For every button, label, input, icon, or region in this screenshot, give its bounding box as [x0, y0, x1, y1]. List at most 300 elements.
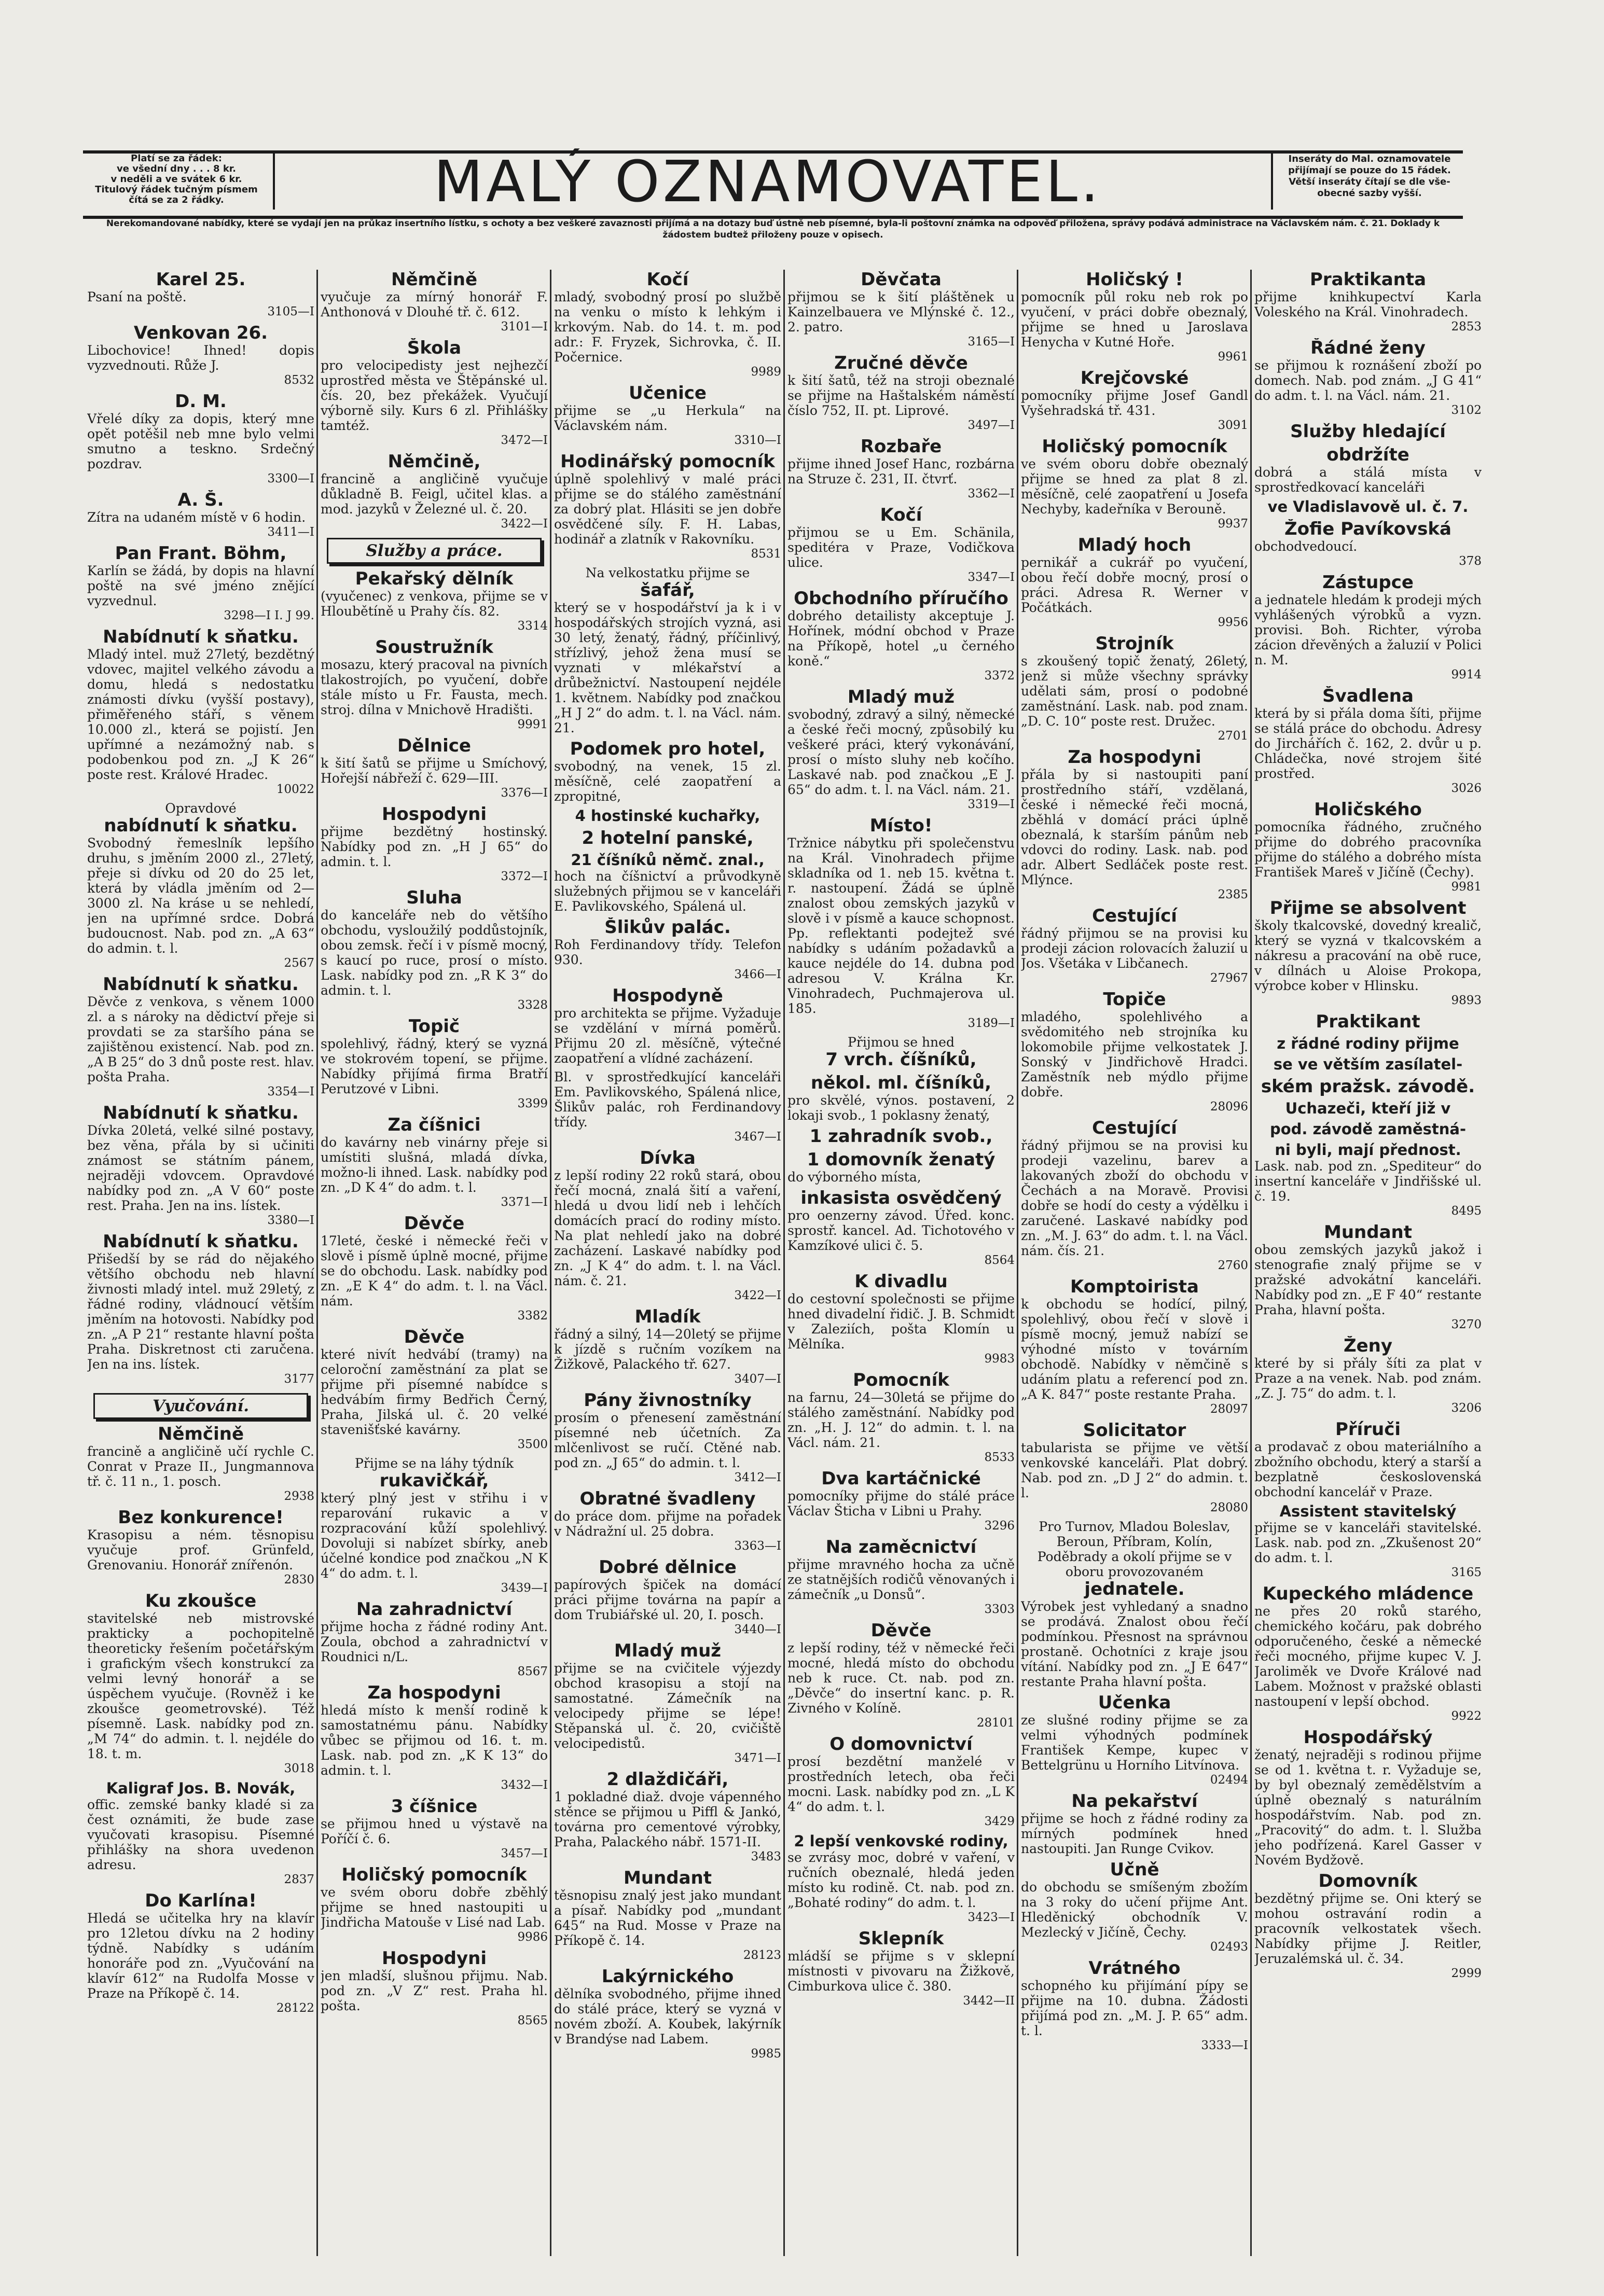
ad-title: Za číšnici	[388, 1115, 481, 1135]
classified-ad	[321, 888, 548, 1013]
ad-title: Zástupce	[1322, 573, 1414, 592]
ad-text: se zvrásy moc, dobré v vaření, v ručních obeznalé, hledá jeden místo ku rodině. Ct. nab. pod zn. „Bohaté rodiny“ do adm. t. l.	[787, 1850, 1015, 1910]
ad-title: Mladý hoch	[1077, 535, 1192, 555]
classified-ad	[554, 828, 781, 848]
ad-code: 3372	[984, 669, 1015, 683]
ad-text: těsnopisu znalý jest jako mundant a písař. Nabídky pod „mundant 645“ na Rud. Mosse v Praze na Příkopě č. 14.	[554, 1888, 781, 1948]
ad-code: 3399	[517, 1097, 548, 1110]
ad-code: 3206	[1451, 1401, 1482, 1415]
ad-code: 27967	[1210, 971, 1248, 985]
ad-title: 21 číšníků němč. znal.,	[571, 852, 765, 869]
classified-ad	[554, 1390, 781, 1485]
ad-code: 3354—I	[267, 1085, 314, 1098]
ad-title: Bez konkurence!	[118, 1508, 284, 1527]
ad-text: pomocníky přijme do stálé práce Václav Šticha v Libni u Prahy.	[787, 1488, 1015, 1519]
ad-text: prosí bezdětní manželé v prostředních letech, oba řeči mocni. Lask. nabídky pod zn. „L K 4“ do adm. t. l.	[787, 1754, 1015, 1814]
classified-ad	[1254, 1077, 1482, 1096]
ad-title: Hodinářský pomocník	[560, 452, 775, 471]
ad-title: Učenice	[629, 383, 707, 403]
ad-text: Psaní na poště.	[87, 289, 187, 304]
ad-text: ženatý, nejraději s rodinou přijme se od 1. května t. r. Vyžaduje se, by byl obeznalý zemědělstvím a úplně obeznalý s naturálním hospodářstvím. Nab. pod zn. „Pracovitý“ do adm. t. l. Služba jeho podřízená. Karel Gasser v Novém Bydžově.	[1254, 1747, 1482, 1868]
ad-text: dobrého detailisty akceptuje J. Hořínek, módní obchod v Praze na Příkopě, hotel „u černého koně.“	[787, 608, 1015, 669]
ad-title: Němčině	[157, 1424, 244, 1444]
ad-code: 9914	[1451, 668, 1482, 681]
ad-title: Lakýrnického	[601, 1967, 734, 1986]
classified-ad	[1021, 535, 1248, 630]
ad-title: Nabídnutí k sňatku.	[103, 1103, 299, 1123]
classified-ad	[1254, 1142, 1482, 1219]
ad-title: Němčině,	[388, 452, 481, 471]
classified-ad	[321, 1115, 548, 1210]
classified-ad	[321, 569, 548, 634]
classified-ad	[554, 1770, 781, 1864]
ad-code: 3310—I	[734, 434, 781, 447]
ad-text: Zítra na udaném místě v 6 hodin.	[87, 510, 306, 525]
ad-text: do práce dom. přijme na pořadek v Nádražní ul. 25 dobra.	[554, 1509, 781, 1539]
classified-ad	[554, 565, 781, 735]
ad-code: 8567	[517, 1665, 548, 1678]
ad-title: Holičský !	[1086, 270, 1183, 289]
ad-text: obou zemských jazyků jakož i stenografie znalý přijme se v pražské advokátní kanceláři. Nabídky pod zn. „E F 40“ restante Praha, hlavní pošta.	[1254, 1242, 1482, 1317]
ad-code: 8564	[984, 1254, 1015, 1267]
ad-code: 3270	[1451, 1318, 1482, 1331]
classified-ad	[1254, 800, 1482, 895]
ad-text: která by si přála doma šíti, přijme se stálá práce do obchodu. Adresy do Jirchářích č. 162, 2. dvůr u p. Chládečka, nové strojem šité prostřed.	[1254, 706, 1482, 781]
ad-title: Nabídnutí k sňatku.	[103, 627, 299, 647]
ad-title: Praktikant	[1316, 1012, 1420, 1032]
ad-text: pomocníka řádného, zručného přijme do dobrého pracovníka přijme do stálého a dobrého místa František Mareš v Jičíně (Čechy).	[1254, 819, 1482, 880]
classified-ad	[554, 1868, 781, 1963]
classified-ad	[554, 1489, 781, 1554]
classified-ad	[1254, 1121, 1482, 1138]
classified-ad	[1254, 1056, 1482, 1073]
ad-text: pro architekta se přijme. Vyžaduje se vzdělání v mírná poměrů. Přijmu 20 zl. měsíčně, výtečné zaopatření a vlídné zacházení.	[554, 1006, 781, 1066]
classified-ad	[554, 1967, 781, 2062]
ad-code: 3500	[517, 1438, 548, 1451]
ad-code: 3314	[517, 619, 548, 633]
ad-title: Žofie Pavíkovská	[1284, 519, 1451, 539]
ad-code: 9981	[1451, 880, 1482, 894]
classified-ad	[321, 1327, 548, 1452]
ad-title: Škola	[407, 338, 462, 358]
ad-text: k šití šatů, též na stroji obeznalé se přijme na Haštalském náměstí číslo 752, II. pt. Liprové.	[787, 373, 1015, 418]
classified-ad	[1021, 1519, 1248, 1689]
classified-ad	[787, 1272, 1015, 1367]
ad-title: Komptoirista	[1070, 1277, 1199, 1297]
ad-column	[321, 270, 548, 2261]
classified-ad	[1021, 368, 1248, 433]
ad-text: offic. zemské banky kladé si za čest oznámiti, že bude zase vyučovati krasopisu. Písemné přihlášky na shora uvedenon adresu.	[87, 1797, 314, 1872]
ad-code: 3407—I	[734, 1372, 781, 1386]
rates-box	[83, 154, 270, 210]
ad-code: 2837	[284, 1873, 314, 1886]
ad-code: 3296	[984, 1519, 1015, 1533]
ad-code: 8532	[284, 373, 314, 387]
ad-text: 17leté, české i německé řeči v slově i písmě úplně mocné, přijme se do obchodu. Lask. nabídky pod zn. „E K 4“ do adm. t. l. na Václ. nám.	[321, 1233, 548, 1309]
ad-title: 2 hotelní panské,	[582, 828, 754, 848]
classified-ad	[321, 1456, 548, 1596]
ad-text: který plný jest v střihu i v reparování rukavic a v rozpracování kůží spolehlivý. Dovoluji si nabízet sbírky, aneb účelné kondice pod značkou „N K 4“ do adm. t. l.	[321, 1491, 548, 1581]
ad-text: přijme bezdětný hostinský. Nabídky pod zn. „H J 65“ do admin. t. l.	[321, 824, 548, 869]
ad-text: na farnu, 24—30letá se přijme do stálého zaměstnání. Nabídky pod zn. „H. J. 12“ do admin. t. l. na Václ. nám. 21.	[787, 1390, 1015, 1450]
classified-ad	[554, 1307, 781, 1387]
ad-title: ni byli, mají přednost.	[1275, 1142, 1461, 1159]
classified-ad	[1021, 1421, 1248, 1515]
column-rule	[316, 270, 318, 2256]
ad-text: do kanceláře neb do většího obchodu, vysloužilý poddůstojník, obou zemsk. řečí i v písmě mocný, s kaucí po ruce, prosí o místo. Lask. nabídky pod zn. „R K 3“ do admin. t. l.	[321, 908, 548, 998]
ad-title: Ženy	[1343, 1336, 1393, 1356]
ad-code: 8533	[984, 1451, 1015, 1464]
rules-line: Inseráty do Mal. oznamovatele	[1288, 154, 1451, 164]
ad-code: 28123	[743, 1949, 781, 1962]
ad-title: Pan Frant. Böhm,	[115, 544, 287, 563]
classified-ad	[787, 1734, 1015, 1829]
ad-title: Přijme se absolvent	[1269, 898, 1467, 918]
ad-title: Na pekařství	[1071, 1791, 1198, 1811]
ad-title: O domovnictví	[829, 1734, 973, 1754]
ad-title: Němčině	[391, 270, 477, 289]
ad-title: Dělnice	[397, 736, 471, 756]
notice-line: Nerekomandované nabídky, které se vydají jen na průkaz insertního lístku, s ochoty a bez veškeré zavaznosti přijímá a na dotazy buď ústně neb písemné, byla-li poštovní známka na odpověď přiložena, správy podává administrace na Václavském nám. č. 21. Doklady k žádostem budtež přiloženy pouze v opisech.	[106, 218, 1440, 240]
classified-ad	[1021, 906, 1248, 986]
classified-ad	[1254, 686, 1482, 796]
classified-ad	[321, 338, 548, 448]
ad-code: 3303	[984, 1603, 1015, 1616]
classified-ad	[1254, 1100, 1482, 1117]
ad-text: Dívka 20letá, velké silné postavy, bez věna, přála by si učiniti známost se státním pánem, nejraději vdovcem. Opravdové nabídky pod zn. „A V 60“ poste rest. Praha. Jen na ins. lístek.	[87, 1123, 314, 1213]
classified-ad	[787, 1188, 1015, 1268]
ad-code: 3328	[517, 998, 548, 1012]
ad-code: 9922	[1451, 1709, 1482, 1723]
ad-text: svobodný, zdravý a silný, německé a české řeči mocný, způsobilý ku veškeré práci, který vykonávání, prosí o místo sluhy neb kočího. Laskavé nab. pod značkou „E J. 65“ do adm. t. l. na Václ. nám. 21.	[787, 707, 1015, 797]
classified-ad	[787, 589, 1015, 684]
classified-ad	[87, 323, 314, 388]
ad-text: přijme se „u Herkula“ na Václavském nám.	[554, 403, 781, 433]
ad-title: Dobré dělnice	[599, 1557, 737, 1577]
ad-column	[1254, 270, 1482, 2261]
ad-title: Domovník	[1318, 1871, 1418, 1891]
ad-text: se přijmou hned u výstavě na Poříčí č. 6.	[321, 1816, 548, 1846]
ad-code: 9986	[517, 1930, 548, 1944]
ad-title: Učenka	[1098, 1693, 1171, 1713]
ad-title: Kočí	[646, 270, 689, 289]
ad-text: a jednatele hledám k prodeji mých vyhlášených výrobků a vyzn. provisi. Boh. Richter, výroba zácion dřevěných a žaluzií v Polici n. M.	[1254, 592, 1482, 667]
ad-text: Svobodný řemeslník lepšího druhu, s jměním 2000 zl., 27letý, přeje si dívku od 20 do 25 let, která by vládla jměním od 2—3000 zl. Na kráse u se nehledí, jen na upřímné srdce. Dobrá budoucnost. Nab. pod zn. „A 63“ do admin. t. l.	[87, 836, 314, 956]
ad-title: šafář,	[640, 580, 695, 600]
ad-title: Karel 25.	[156, 270, 246, 289]
rates-line: čítá se za 2 řádky.	[129, 194, 224, 205]
ad-title: Obratné švadleny	[579, 1489, 756, 1509]
ad-title: někol. ml. číšníků,	[810, 1073, 992, 1093]
ad-text: školy tkalcovské, dovedný krealič, který se vyzná v tkalcovském a nákresu a pracování na obě ruce, v dílnách u Aloise Prokopa, výrobce kober v Hlinsku.	[1254, 918, 1482, 993]
ad-code: 10022	[276, 783, 314, 796]
ad-text: papírových špiček na domácí práci přijme továrna na papír a dom Trubiářské ul. 20, I. posch.	[554, 1577, 781, 1622]
classified-ad	[554, 986, 781, 1066]
ad-title: Holičský pomocník	[341, 1865, 527, 1885]
ad-code: 9893	[1451, 994, 1482, 1007]
ad-text: mladého, spolehlivého a svědomitého neb strojníka ku lokomobile přijme velkostatek J. Sonský v Jindřichově Hradci. Zaměstník neb mýdlo přijme dobře.	[1021, 1009, 1248, 1100]
classified-ad	[87, 1891, 314, 2016]
ad-title: Dva kartáčnické	[821, 1469, 981, 1488]
classified-ad	[554, 270, 781, 380]
ad-title: Holičský pomocník	[1042, 437, 1227, 456]
ad-title: 1 domovník ženatý	[807, 1150, 995, 1170]
ad-text: které by si přály šíti za plat v Praze a na venek. Nab. pod znám. „Z. J. 75“ do adm. t. l.	[1254, 1356, 1482, 1401]
classified-ad	[554, 1641, 781, 1766]
ad-title: 2 dlaždičáři,	[606, 1770, 729, 1789]
ad-title: Děvče	[404, 1327, 465, 1347]
ad-title: Pekařský dělník	[355, 569, 514, 589]
ad-text: úplně spolehlivý v malé práci přijme se do stálého zaměstnání za dobrý plat. Hlásiti se jen dobře osvědčené síly. F. H. Labas, hodinář a zlatník v Rakovníku.	[554, 471, 781, 547]
classified-ad	[787, 1537, 1015, 1617]
ad-text: řádný přijmou se na provisi ku prodeji zácion rolovacích žaluzií u Jos. Všetáka v Libčanech.	[1021, 926, 1248, 971]
ad-title: obdržíte	[1326, 445, 1409, 465]
ad-code: 3382	[517, 1309, 548, 1323]
ad-title: Hospodyni	[381, 804, 487, 824]
ad-code: 9985	[751, 2047, 781, 2061]
ad-code: 3422—I	[501, 517, 548, 531]
ad-text: Bl. v sprostředkující kanceláři Em. Pavlikovského, Spálená nlice, Šlikův palác, roh Ferdinandovy třídy.	[554, 1069, 781, 1130]
ad-code: 2760	[1218, 1259, 1248, 1272]
ad-title: Hospodyně	[612, 986, 723, 1006]
ad-text: Výrobek jest vyhledaný a snadno se prodává. Znalost obou řečí podmínkou. Přesnost na správnou prostaně. Ochotníci z kraje jsou vítání. Nabídky pod zn. „J E 647“ restante Praha hlavní pošta.	[1021, 1599, 1248, 1689]
classified-ad	[554, 1069, 781, 1145]
ad-code: 3380—I	[267, 1214, 314, 1227]
ad-code: 02494	[1210, 1773, 1248, 1787]
ad-text: přijmou se u Em. Schänila, speditéra v Praze, Vodičkova ulice.	[787, 525, 1015, 570]
ad-column	[787, 270, 1015, 2261]
ad-lead: Opravdové	[165, 801, 237, 816]
ad-text: ze slušné rodiny přijme se za velmi výhodných podmínek František Kempe, kupec v Bettelgrünu u Horního Litvínova.	[1021, 1713, 1248, 1773]
ad-code: 28097	[1210, 1402, 1248, 1416]
classified-ad	[321, 452, 548, 532]
ad-column	[1021, 270, 1248, 2261]
ad-text: do výborného místa,	[787, 1170, 921, 1185]
ad-text: Lask. nab. pod zn. „Spediteur“ do insertní kanceláře v Jindřišské ul. č. 19.	[1254, 1159, 1482, 1204]
ad-code: 9989	[751, 365, 781, 379]
classified-ad	[1021, 437, 1248, 532]
ad-text: z lepší rodiny, též v německé řeči mocné, hledá místo do obchodu neb k ruce. Ct. nab. pod zn. „Děvče“ do insertní kanc. p. R. Zivného v Kolíně.	[787, 1640, 1015, 1716]
classified-ad	[787, 687, 1015, 812]
ad-code: 3298—I I. J 99.	[224, 609, 314, 622]
ad-text: francině a angličině učí rychle C. Conrat v Praze II., Jungmannova tř. č. 11 n., 1. posch.	[87, 1444, 314, 1489]
ad-code: 3412—I	[734, 1471, 781, 1484]
ad-code: 3432—I	[501, 1778, 548, 1792]
classified-ad	[554, 383, 781, 448]
ad-title: jednatele.	[1084, 1579, 1185, 1599]
ad-text: k šití šatů se přijme u Smíchový, Hořejší nábřeží č. 629—III.	[321, 756, 548, 786]
classified-ad	[321, 1865, 548, 1945]
ad-title: Děvče	[870, 1621, 932, 1640]
ad-code: 2830	[284, 1573, 314, 1587]
ad-text: dobrá a stálá místa v sprostředkovací kanceláři	[1254, 465, 1482, 495]
classified-ad	[321, 1683, 548, 1793]
classified-ad	[1021, 1860, 1248, 1955]
ad-title: Kaligraf Jos. B. Novák,	[106, 1780, 296, 1797]
ad-title: Nabídnutí k sňatku.	[103, 975, 299, 994]
ad-title: 1 zahradník svob.,	[809, 1126, 993, 1146]
ad-title: ve Vladislavově ul. č. 7.	[1267, 498, 1469, 516]
classified-ad	[1254, 445, 1482, 495]
ad-code: 3362—I	[967, 487, 1015, 500]
ad-text: pernikář a cukrář po vyučení, obou řečí dobře mocný, prosí o práci. Adresa R. Werner v Počátkách.	[1021, 555, 1248, 615]
classified-ad	[1254, 1420, 1482, 1499]
classified-ad	[787, 1370, 1015, 1465]
ad-text: Tržnice nábytku při společenstvu na Král. Vinohradech přijme skladníka od 1. neb 15. května t. r. nastoupení. Žádá se úplně znalost obou zemských jazyků v slově i v písmě a kauce schopnost. Pp. reflektanti podejtež své nabídky s udáním požadavků a kauce nejdéle do 14. dubna pod adresou V. Králna Kr. Vinohradech, Puchmajerova ul. 185.	[787, 836, 1015, 1016]
ad-code: 9961	[1218, 350, 1248, 364]
ad-text: pro skvělé, výnos. postavení, 2 lokaji svob., 1 poklasny ženatý,	[787, 1093, 1015, 1123]
ad-title: Krejčovské	[1080, 368, 1189, 388]
ad-title: Cestující	[1092, 1118, 1177, 1138]
ad-title: Assistent stavitelský	[1279, 1503, 1457, 1520]
ad-text: pomocník půl roku neb rok po vyučení, v práci dobře obeznalý, přijme se hned u Jaroslava Henycha v Kutné Hoře.	[1021, 289, 1248, 350]
ad-code: 3101—I	[501, 320, 548, 333]
ad-title: se ve větším zasílatel-	[1273, 1056, 1463, 1073]
ad-title: Na zaměcnictví	[825, 1537, 977, 1557]
classified-ad	[787, 1469, 1015, 1534]
ad-title: Mundant	[624, 1868, 712, 1888]
ad-text: Libochovice! Ihned! dopis vyzvednouti. Růže J.	[87, 343, 314, 373]
ad-code: 3165—I	[967, 335, 1015, 349]
classified-ad	[1021, 1277, 1248, 1417]
classified-ad	[1254, 1871, 1482, 1981]
classified-ad	[1021, 1958, 1248, 2053]
ad-code: 2938	[284, 1490, 314, 1503]
classified-ad	[554, 739, 781, 804]
masthead	[83, 150, 1463, 239]
classified-ad	[87, 1780, 314, 1887]
classified-ad	[87, 1508, 314, 1588]
classified-ad	[1021, 1118, 1248, 1273]
classified-ad	[87, 1232, 314, 1387]
classified-ad	[1254, 1222, 1482, 1332]
ad-text: řádný a silný, 14—20letý se přijme k jízdě s ručním vozíkem na Žižkově, Palackého tř. 627.	[554, 1327, 781, 1372]
rates-line: Platí se za řádek:	[131, 153, 222, 164]
rules-line: Větší inseráty čítají se dle vše-	[1289, 176, 1450, 187]
classified-ad	[1021, 747, 1248, 902]
ad-text: ve svém oboru dobře zběhlý přijme se hned nastoupiti u Jindřicha Matouše v Lisé nad Lab.	[321, 1885, 548, 1930]
ad-title: 3 číšnice	[391, 1797, 478, 1816]
classified-ad	[787, 1929, 1015, 2009]
masthead-divider	[1271, 154, 1273, 210]
classified-ad	[87, 627, 314, 797]
ad-title: Mundant	[1324, 1222, 1412, 1242]
classified-ad	[1021, 990, 1248, 1115]
ad-title: Řádné ženy	[1310, 338, 1426, 358]
ad-code: 3333—I	[1201, 2039, 1248, 2052]
ad-text: mosazu, který pracoval na pivních tlakostrojích, po vyučení, dobře stále místo u Fr. Fausta, mech. stroj. dílna v Mnichově Hradišti.	[321, 657, 548, 717]
ad-code: 3165	[1451, 1566, 1482, 1579]
ad-title: Strojník	[1095, 634, 1174, 653]
section-heading: Služby a práce.	[327, 538, 542, 564]
ad-text: přijme hocha z řádné rodiny Ant. Zoula, obchod a zahradnictví v Roudnici n/L.	[321, 1619, 548, 1664]
ad-text: Vřelé díky za dopis, který mne opět potěšil neb mne bylo velmi smutno a teskno. Srdečný pozdrav.	[87, 411, 314, 471]
ad-title: Kupeckého mládence	[1262, 1584, 1474, 1604]
ad-title: Mladý muž	[847, 687, 955, 707]
classified-ad	[87, 270, 314, 319]
ad-lead: Přijme se na láhy týdník	[355, 1456, 514, 1471]
classified-ad	[787, 437, 1015, 502]
ad-title: Hospodářský	[1303, 1728, 1433, 1747]
ad-code: 28101	[976, 1716, 1015, 1730]
classified-ad	[321, 1599, 548, 1679]
ad-text: se přijmou k roznášení zboží po domech. Nab. pod znám. „J G 41“ do adm. t. l. na Václ. nám. 21.	[1254, 358, 1482, 403]
ad-title: Venkovan 26.	[133, 323, 268, 343]
ad-code: 9991	[517, 718, 548, 731]
ad-title: Solicitator	[1083, 1421, 1186, 1440]
ad-code: 3472—I	[501, 434, 548, 447]
classified-ad	[554, 452, 781, 562]
ad-title: Obchodního příručího	[794, 589, 1008, 608]
classified-ad	[1254, 519, 1482, 569]
classified-ad	[1254, 1012, 1482, 1032]
column-rule	[1017, 270, 1018, 2256]
classified-ad	[787, 505, 1015, 585]
ad-title: Sklepník	[858, 1929, 944, 1949]
ad-text: mládší se přijme s v sklepní místnosti v pivovaru na Žižkově, Cimburkova ulice č. 380.	[787, 1949, 1015, 1994]
ad-code: 3300—I	[267, 472, 314, 485]
ad-text: které nivít hedvábí (tramy) na celoroční zaměstnání za plat se přijme při písemné nabídce s hedvábím firmy Bedřich Černý, Praha, Jilská ul. č. 20 velké stavenišťské kavárny.	[321, 1347, 548, 1437]
ad-title: Za hospodyni	[367, 1683, 501, 1703]
ad-code: 3411—I	[267, 525, 314, 539]
ad-title: Kočí	[880, 505, 922, 525]
classified-ad	[1021, 270, 1248, 365]
ad-text: a prodavač z obou materiálního a zbožního obchodu, který a starší a bezplatně československá obchodní kancelář v Praze.	[1254, 1439, 1482, 1499]
ad-code: 02493	[1210, 1940, 1248, 1954]
ad-text: přijme se hoch z řádné rodiny za mírných podmínek hned nastoupiti. Jan Runge Cvikov.	[1021, 1811, 1248, 1856]
classified-ad	[321, 270, 548, 335]
ad-text: Karlín se žádá, by dopis na hlavní poště na své jméno znějící vyzvednul.	[87, 563, 314, 608]
classified-ad	[321, 1797, 548, 1861]
ad-text: do kavárny neb vinárny přeje si umístiti slušná, mladá dívka, možno-li ihned. Lask. nabídky pod zn. „D K 4“ do adm. t. l.	[321, 1135, 548, 1195]
ad-text: (vyučenec) z venkova, přijme se v Hloubětíně u Prahy čís. 82.	[321, 589, 548, 619]
classified-ad	[1254, 1035, 1482, 1052]
ad-code: 3177	[284, 1372, 314, 1386]
ad-text: pro oenzerny závod. Úřed. konc. sprostř. kancel. Ad. Tichotového v Kamzíkové ulici č. 5.	[787, 1208, 1015, 1253]
classified-ad	[787, 270, 1015, 350]
classified-ad	[787, 1126, 1015, 1146]
ad-title: 7 vrch. číšníků,	[825, 1050, 977, 1069]
ad-code: 9983	[984, 1352, 1015, 1366]
ad-title: Sluha	[406, 888, 462, 908]
ad-lead: Pro Turnov, Mladou Boleslav, Beroun, Příbram, Kolín, Poděbrady a okolí přijme se v oboru provozovaném	[1037, 1519, 1232, 1579]
ad-text: přijme se na cvičitele výjezdy obchod krasopisu a stojí na samostatné. Zámečník na velocipedy přijme se lépe! Stěpanská ul. č. 20, cvičiště velocipedistů.	[554, 1661, 781, 1751]
classified-ad	[321, 804, 548, 884]
classified-ad	[787, 353, 1015, 433]
classified-ad	[87, 1103, 314, 1228]
ad-title: Holičského	[1314, 800, 1422, 819]
ad-text: hledá místo k menší rodině k samostatnému pánu. Nabídky vůbec se přijmou od 16. t. m. Lask. nab. pod zn. „K K 13“ do admin. t. l.	[321, 1703, 548, 1778]
ad-code: 3105—I	[267, 305, 314, 318]
ad-text: vyučuje za mírný honorář F. Anthonová v Dlouhé tř. č. 612.	[321, 289, 548, 319]
classified-ad	[1021, 1693, 1248, 1788]
classified-ad	[787, 1150, 1015, 1185]
ad-text: spolehlivý, řádný, který se vyzná ve stokrovém topení, se přijme. Nabídky přijímá firma Bratří Perutzové v Libni.	[321, 1036, 548, 1096]
classified-ad	[1254, 1503, 1482, 1580]
classified-ad	[554, 852, 781, 914]
ad-code: 3440—I	[734, 1623, 781, 1636]
classified-ad	[87, 490, 314, 540]
classified-ad	[1254, 338, 1482, 418]
ad-code: 2853	[1451, 320, 1482, 333]
ad-title: Děvče	[404, 1214, 465, 1233]
ad-title: Příruči	[1335, 1420, 1401, 1439]
ad-text: Přišedší by se rád do nějakého většího obchodu neb hlavní živnosti mladý intel. muž 29letý, z řádné rodiny, vládnoucí větším jměním na hotovosti. Nabídky pod zn. „A P 21“ restante hlavní pošta Praha. Diskretnost cti zaručena. Jen na ins. lístek.	[87, 1251, 314, 1372]
ad-code: 3026	[1451, 782, 1482, 795]
ad-title: Zručné děvče	[834, 353, 968, 373]
ad-code: 3429	[984, 1815, 1015, 1828]
section-heading: Vyučování.	[93, 1393, 308, 1419]
